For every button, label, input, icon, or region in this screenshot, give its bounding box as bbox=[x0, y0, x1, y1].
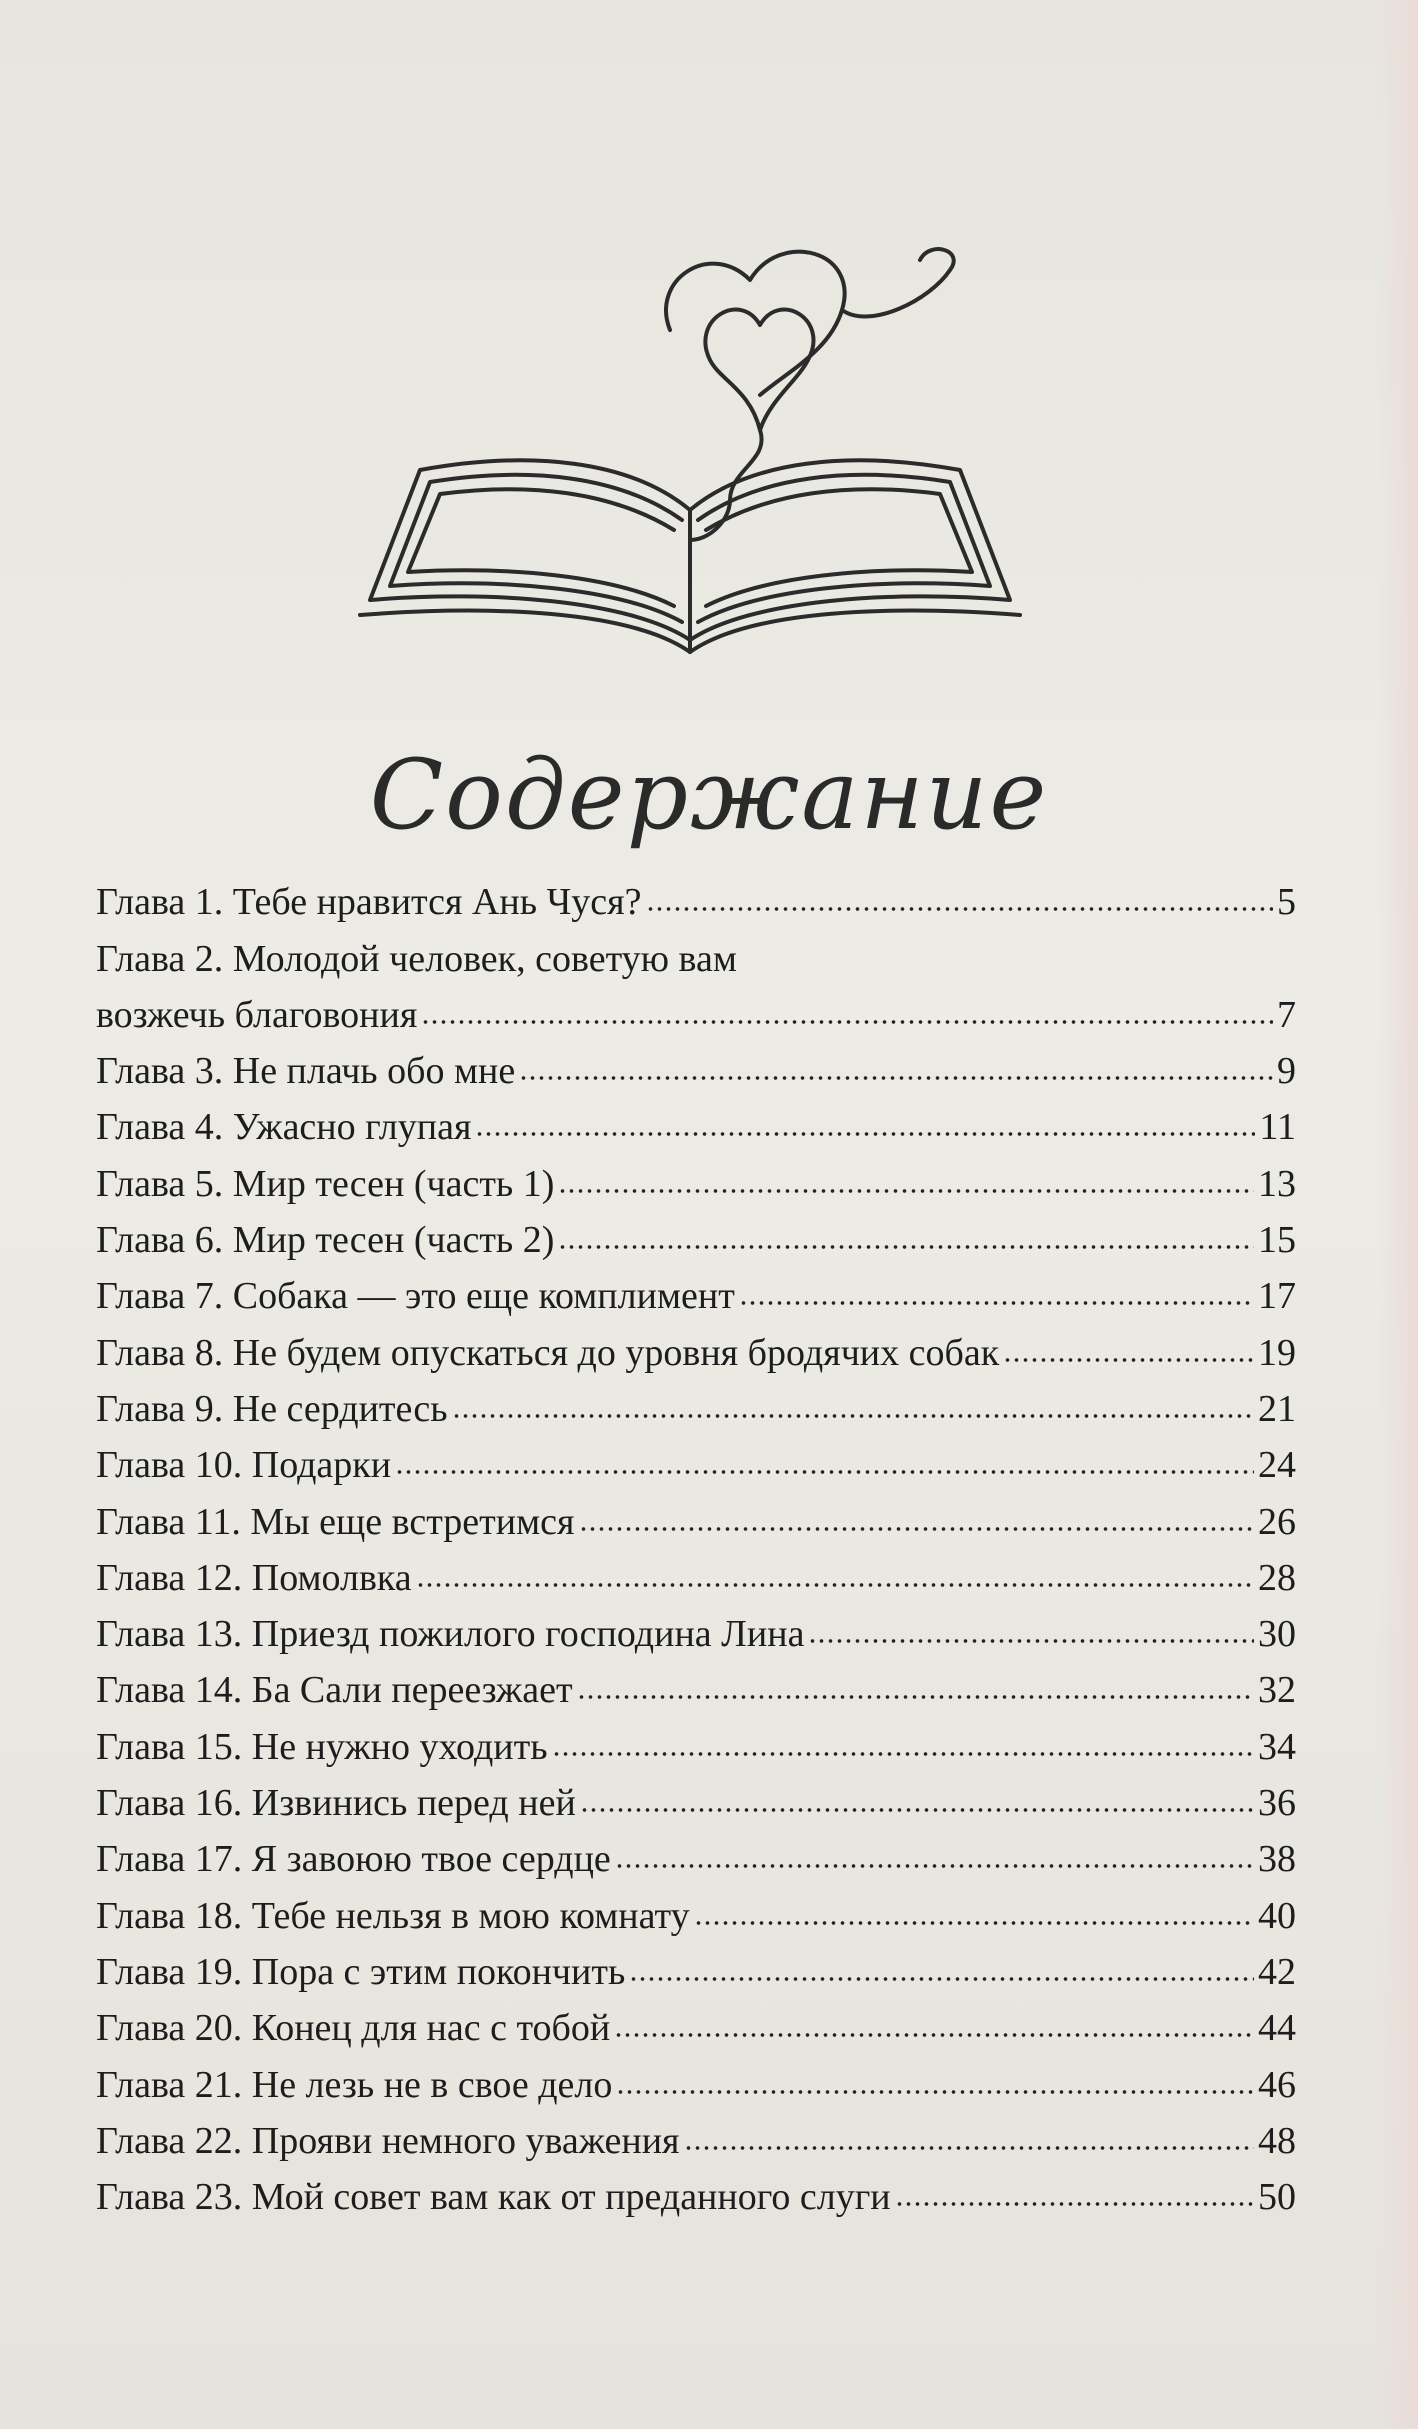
dot-leader bbox=[519, 1075, 1273, 1081]
toc-entry-label: возжечь благовония bbox=[96, 993, 418, 1036]
dot-leader bbox=[646, 906, 1274, 912]
toc-entry bbox=[96, 1320, 1296, 1376]
toc-entry bbox=[96, 1714, 1296, 1770]
toc-entry-page: 48 bbox=[1258, 2119, 1296, 2162]
toc-entry-label: Глава 7. Собака — это еще комплимент bbox=[96, 1275, 735, 1318]
toc-entry-page: 46 bbox=[1258, 2063, 1296, 2106]
toc-entry-label: Глава 18. Тебе нельзя в мою комнату bbox=[96, 1894, 690, 1937]
toc-entry-label: Глава 10. Подарки bbox=[96, 1444, 392, 1487]
toc-entry-label: Глава 22. Прояви немного уважения bbox=[96, 2119, 680, 2162]
toc-entry-label: Глава 12. Помолвка bbox=[96, 1556, 412, 1599]
open-book-with-hearts-icon bbox=[330, 220, 1050, 680]
toc-entry bbox=[96, 870, 1296, 926]
dot-leader bbox=[1003, 1357, 1254, 1363]
toc-entry bbox=[96, 1377, 1296, 1433]
table-of-contents bbox=[96, 870, 1296, 2221]
toc-entry-label: Глава 13. Приезд пожилого господина Лина bbox=[96, 1613, 805, 1656]
toc-entry bbox=[96, 1546, 1296, 1602]
dot-leader bbox=[421, 1019, 1273, 1025]
toc-entry-page: 40 bbox=[1258, 1894, 1296, 1937]
dot-leader bbox=[629, 1976, 1254, 1982]
toc-entry-page: 5 bbox=[1277, 881, 1296, 924]
toc-entry-page: 15 bbox=[1258, 1219, 1296, 1262]
toc-entry-page: 11 bbox=[1259, 1106, 1296, 1149]
toc-entry-label: Глава 19. Пора с этим покончить bbox=[96, 1950, 626, 1993]
dot-leader bbox=[684, 2145, 1254, 2151]
dot-leader bbox=[615, 1863, 1254, 1869]
toc-entry bbox=[96, 1151, 1296, 1207]
toc-entry-page: 26 bbox=[1258, 1500, 1296, 1543]
toc-entry bbox=[96, 1208, 1296, 1264]
page-title: Содержание bbox=[369, 739, 1049, 851]
toc-entry-page: 36 bbox=[1258, 1782, 1296, 1825]
dot-leader bbox=[739, 1300, 1254, 1306]
dot-leader bbox=[452, 1413, 1254, 1419]
dot-leader bbox=[552, 1751, 1254, 1757]
dot-leader bbox=[895, 2201, 1254, 2207]
toc-entry-page: 38 bbox=[1258, 1838, 1296, 1881]
toc-entry bbox=[96, 1827, 1296, 1883]
dot-leader bbox=[694, 1920, 1254, 1926]
toc-entry-label: Глава 6. Мир тесен (часть 2) bbox=[96, 1219, 555, 1262]
page-edge bbox=[1378, 0, 1418, 2429]
toc-entry-label: Глава 15. Не нужно уходить bbox=[96, 1725, 548, 1768]
toc-entry-page: 19 bbox=[1258, 1331, 1296, 1374]
toc-entry-label: Глава 5. Мир тесен (часть 1) bbox=[96, 1162, 555, 1205]
toc-entry bbox=[96, 1658, 1296, 1714]
toc-entry bbox=[96, 1940, 1296, 1996]
toc-entry-page: 13 bbox=[1258, 1162, 1296, 1205]
toc-entry-page: 44 bbox=[1258, 2007, 1296, 2050]
toc-entry-page: 24 bbox=[1258, 1444, 1296, 1487]
dot-leader bbox=[416, 1582, 1254, 1588]
toc-entry-label: Глава 1. Тебе нравится Ань Чуся? bbox=[96, 881, 642, 924]
dot-leader bbox=[558, 1244, 1254, 1250]
toc-entry-label: Глава 9. Не сердитесь bbox=[96, 1387, 448, 1430]
dot-leader bbox=[614, 2032, 1254, 2038]
toc-entry bbox=[96, 1095, 1296, 1151]
dot-leader bbox=[616, 2089, 1254, 2095]
toc-entry bbox=[96, 1996, 1296, 2052]
toc-entry-page: 21 bbox=[1258, 1387, 1296, 1430]
dot-leader bbox=[579, 1526, 1254, 1532]
toc-entry-page: 42 bbox=[1258, 1950, 1296, 1993]
toc-entry bbox=[96, 2165, 1296, 2221]
toc-entry bbox=[96, 1883, 1296, 1939]
toc-entry-page: 50 bbox=[1258, 2176, 1296, 2219]
toc-entry-page: 34 bbox=[1258, 1725, 1296, 1768]
dot-leader bbox=[475, 1131, 1255, 1137]
toc-entry bbox=[96, 1489, 1296, 1545]
toc-entry-label: Глава 17. Я завоюю твое сердце bbox=[96, 1838, 611, 1881]
toc-entry bbox=[96, 1771, 1296, 1827]
dot-leader bbox=[580, 1807, 1254, 1813]
toc-entry bbox=[96, 2052, 1296, 2108]
toc-entry-page: 17 bbox=[1258, 1275, 1296, 1318]
dot-leader bbox=[577, 1694, 1254, 1700]
toc-entry-page: 28 bbox=[1258, 1556, 1296, 1599]
toc-entry-label: Глава 3. Не плачь обо мне bbox=[96, 1050, 516, 1093]
toc-entry-label: Глава 2. Молодой человек, советую вам bbox=[96, 937, 737, 980]
toc-entry-label: Глава 20. Конец для нас с тобой bbox=[96, 2007, 611, 2050]
toc-entry-label: Глава 16. Извинись перед ней bbox=[96, 1782, 576, 1825]
toc-entry-label: Глава 21. Не лезь не в свое дело bbox=[96, 2063, 613, 2106]
dot-leader bbox=[395, 1469, 1254, 1475]
toc-entry-label: Глава 14. Ба Сали переезжает bbox=[96, 1669, 573, 1712]
toc-entry-label: Глава 8. Не будем опускаться до уровня бродячих собак bbox=[96, 1331, 1000, 1374]
toc-entry-page: 30 bbox=[1258, 1613, 1296, 1656]
toc-entry-page: 9 bbox=[1277, 1050, 1296, 1093]
toc-entry-page: 32 bbox=[1258, 1669, 1296, 1712]
toc-entry-first-line bbox=[96, 926, 1296, 982]
toc-entry-label: Глава 4. Ужасно глупая bbox=[96, 1106, 472, 1149]
toc-entry-label: Глава 23. Мой совет вам как от преданного слуги bbox=[96, 2176, 891, 2219]
toc-entry bbox=[96, 1433, 1296, 1489]
dot-leader bbox=[558, 1188, 1254, 1194]
toc-entry-label: Глава 11. Мы еще встретимся bbox=[96, 1500, 575, 1543]
toc-entry bbox=[96, 1039, 1296, 1095]
toc-entry bbox=[96, 1264, 1296, 1320]
toc-entry bbox=[96, 1602, 1296, 1658]
toc-entry bbox=[96, 2109, 1296, 2165]
toc-entry bbox=[96, 983, 1296, 1039]
dot-leader bbox=[808, 1638, 1254, 1644]
toc-entry-page: 7 bbox=[1277, 993, 1296, 1036]
